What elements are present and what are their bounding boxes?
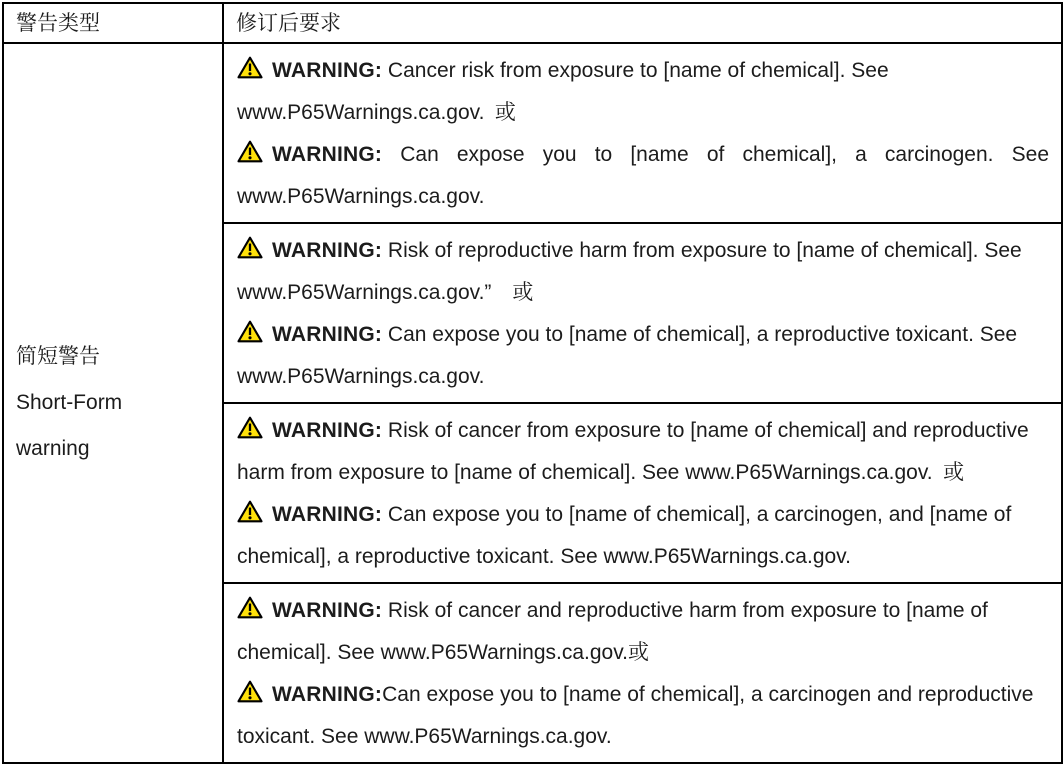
warning-paragraph (237, 314, 1049, 398)
warning-text: Can expose you to [name of chemical], a carcinogen, and [name of chemical], a reproductive toxicant. See www.P65Warnings.ca.gov. (237, 503, 1012, 568)
warning-label: WARNING: (272, 143, 383, 166)
warning-triangle-icon (237, 500, 263, 523)
warning-paragraph (237, 50, 1049, 134)
warning-text: Risk of reproductive harm from exposure to [name of chemical]. See www.P65Warnings.ca.gov.” 或 (237, 239, 1022, 304)
warning-text: Can expose you to [name of chemical], a carcinogen and reproductive toxicant. See www.P65Warnings.ca.gov. (237, 683, 1034, 748)
warning-paragraph (237, 674, 1049, 758)
requirement-cell-combined (223, 583, 1062, 763)
warning-triangle-icon (237, 596, 263, 619)
warning-label: WARNING: (272, 599, 383, 622)
warning-paragraph (237, 134, 1049, 218)
warning-triangle-icon (237, 236, 263, 259)
type-line-cn: 简短警告 (16, 345, 100, 368)
warnings-table (2, 2, 1063, 764)
warning-paragraph (237, 230, 1049, 314)
warning-text: Can expose you to [name of chemical], a carcinogen. See www.P65Warnings.ca.gov. (237, 143, 1049, 208)
requirement-cell-reproductive (223, 223, 1062, 403)
requirement-cell-cancer (223, 43, 1062, 223)
warning-label: WARNING: (272, 503, 383, 526)
header-revised-requirement: 修订后要求 (223, 3, 1062, 43)
warning-text: Cancer risk from exposure to [name of chemical]. See www.P65Warnings.ca.gov. 或 (237, 59, 889, 124)
warning-type-cell (3, 43, 223, 763)
warning-text: Risk of cancer and reproductive harm from exposure to [name of chemical]. See www.P65Warnings.ca.gov.或 (237, 599, 988, 664)
warning-text: Can expose you to [name of chemical], a reproductive toxicant. See www.P65Warnings.ca.gov. (237, 323, 1018, 388)
warning-text: Risk of cancer from exposure to [name of chemical] and reproductive harm from exposure to [name of chemical]. See www.P65Warnings.ca.gov. 或 (237, 419, 1029, 484)
warning-triangle-icon (237, 56, 263, 79)
warning-paragraph (237, 494, 1049, 578)
warning-label: WARNING: (272, 683, 383, 706)
header-warning-type: 警告类型 (3, 3, 223, 43)
warning-label: WARNING: (272, 59, 383, 82)
warning-triangle-icon (237, 320, 263, 343)
warning-triangle-icon (237, 140, 263, 163)
requirement-cell-cancer-and-reproductive (223, 403, 1062, 583)
warning-triangle-icon (237, 680, 263, 703)
warning-label: WARNING: (272, 239, 383, 262)
warning-paragraph (237, 590, 1049, 674)
table-row (3, 43, 1062, 223)
warning-label: WARNING: (272, 323, 383, 346)
warning-label: WARNING: (272, 419, 383, 442)
type-line-en2: warning (16, 437, 90, 460)
table-header-row (3, 3, 1062, 43)
type-line-en1: Short-Form (16, 391, 123, 414)
warning-paragraph (237, 410, 1049, 494)
warning-triangle-icon (237, 416, 263, 439)
